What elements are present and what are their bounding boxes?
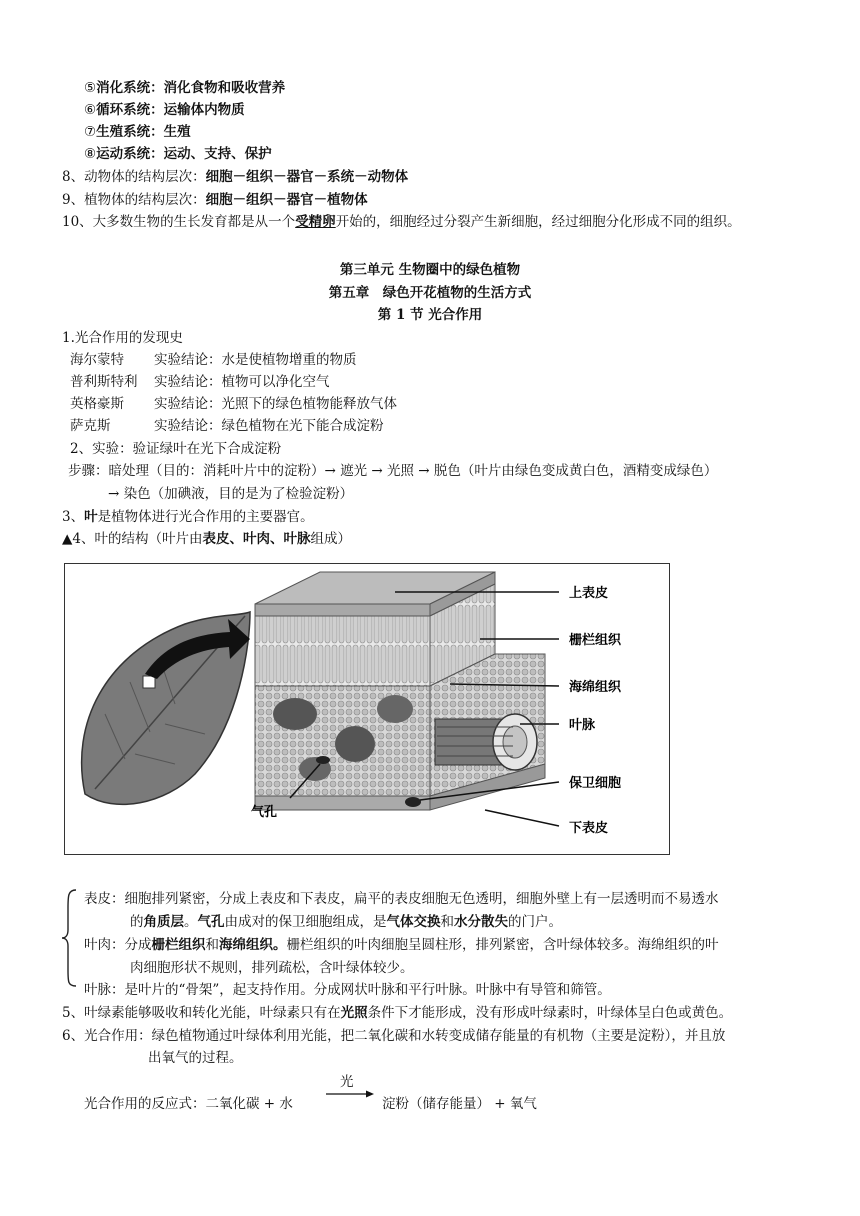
item-number: ⑧ <box>84 146 97 162</box>
item-leaf-organ <box>62 507 314 527</box>
bold-text: 水分散失 <box>454 914 508 930</box>
text: 。 <box>184 914 198 930</box>
item-photosynthesis-cont: 出氧气的过程。 <box>148 1050 243 1066</box>
label-vein: 叶脉 <box>569 717 596 732</box>
history-item <box>70 394 397 414</box>
text: 栅栏组织的叶肉细胞呈圆柱形，排列紧密，含叶绿体较多。海绵组织的叶 <box>286 937 719 953</box>
item-label: 生殖系统： <box>96 124 164 140</box>
history-item <box>70 350 357 370</box>
label-guard-cell: 保卫细胞 <box>569 775 622 790</box>
brace-icon <box>60 888 78 988</box>
item-text: 开始的，细胞经过分裂产生新细胞，经过细胞分化形成不同的组织。 <box>335 214 741 230</box>
leaf-block <box>255 572 545 810</box>
bold-text: 气体交换 <box>386 914 441 930</box>
conclusion: 实验结论：植物可以净化空气 <box>154 374 330 390</box>
text: 由成对的保卫细胞组成，是 <box>224 914 387 930</box>
item-text: 8、动物体的结构层次： <box>62 169 206 185</box>
list-item-reproductive <box>84 122 191 142</box>
history-item <box>70 372 330 392</box>
experiment-steps: 步骤：暗处理（目的：消耗叶片中的淀粉）→ 遮光 → 光照 → 脱色（叶片由绿色变成黄白色，酒精变成绿色） <box>68 463 718 479</box>
conclusion: 实验结论：光照下的绿色植物能释放气体 <box>154 396 397 412</box>
item-development <box>62 212 741 232</box>
text: 的 <box>130 914 144 930</box>
item-text: 生殖 <box>163 124 191 140</box>
list-item-circulatory <box>84 100 245 120</box>
bold-text: 气孔 <box>197 914 225 930</box>
item-plant-levels <box>62 190 368 210</box>
formula-condition: 光 <box>340 1074 354 1090</box>
item-label: 运动系统： <box>96 146 164 162</box>
item-bold: 细胞－组织－器官－系统－动物体 <box>205 169 409 185</box>
item-number: ⑥ <box>84 102 97 118</box>
formula-left: 光合作用的反应式：二氧化碳 + 水 <box>84 1096 293 1112</box>
item-text: 运输体内物质 <box>163 102 245 118</box>
label-upper-epidermis: 上表皮 <box>569 585 609 600</box>
item-bold: 表皮、叶肉、叶脉 <box>202 531 311 547</box>
item-leaf-structure <box>62 529 351 549</box>
text: 条件下才能形成，没有形成叶绿素时，叶绿体呈白色或黄色。 <box>367 1005 733 1021</box>
epidermis-desc-cont <box>130 912 562 932</box>
epidermis-desc: 表皮：细胞排列紧密，分成上表皮和下表皮，扁平的表皮细胞无色透明，细胞外壁上有一层透明而不易透水 <box>84 891 719 907</box>
item-bold: 受精卵 <box>295 214 336 230</box>
bold-text: 海绵组织。 <box>219 937 287 953</box>
item-text: 消化食物和吸收营养 <box>163 80 286 96</box>
history-item <box>70 416 384 436</box>
chapter-title: 第五章 绿色开花植物的生活方式 <box>328 285 532 301</box>
label-palisade: 栅栏组织 <box>569 632 622 647</box>
item-label: 消化系统： <box>96 80 164 96</box>
item-bold: 叶 <box>84 509 98 525</box>
list-item-digestive <box>84 78 285 98</box>
item-text: 9、植物体的结构层次： <box>62 192 206 208</box>
experiment-title: 2、实验：验证绿叶在光下合成淀粉 <box>70 441 282 457</box>
item-chlorophyll <box>62 1003 732 1023</box>
text: 5、叶绿素能够吸收和转化光能，叶绿素只有在 <box>62 1005 341 1021</box>
label-stoma: 气孔 <box>251 804 278 819</box>
bold-text: 栅栏组织 <box>151 937 206 953</box>
scientist-name: 萨克斯 <box>70 418 111 434</box>
item-number: ⑦ <box>84 124 97 140</box>
reaction-arrow-icon <box>326 1090 374 1098</box>
bold-text: 光照 <box>340 1005 368 1021</box>
item-bold: 细胞－组织－器官－植物体 <box>205 192 368 208</box>
item-text: ▲4、叶的结构（叶片由 <box>62 531 203 547</box>
bold-text: 角质层 <box>143 914 184 930</box>
item-animal-levels <box>62 167 408 187</box>
text: 的门户。 <box>508 914 562 930</box>
label-lower-epidermis: 下表皮 <box>569 820 609 835</box>
section-title: 第 1 节 光合作用 <box>377 307 483 323</box>
item-text: 3、 <box>62 509 85 525</box>
mesophyll-desc-cont: 肉细胞形状不规则，排列疏松，含叶绿体较少。 <box>130 960 414 976</box>
item-label: 循环系统： <box>96 102 164 118</box>
vein-desc: 叶脉：是叶片的“骨架”，起支持作用。分成网状叶脉和平行叶脉。叶脉中有导管和筛管。 <box>84 982 611 998</box>
conclusion: 实验结论：水是使植物增重的物质 <box>154 352 357 368</box>
mesophyll-desc <box>84 935 719 955</box>
history-title: 1.光合作用的发现史 <box>62 330 183 346</box>
item-text: 10、大多数生物的生长发育都是从一个 <box>62 214 296 230</box>
scientist-name: 普利斯特利 <box>70 374 138 390</box>
scientist-name: 海尔蒙特 <box>70 352 124 368</box>
text: 和 <box>440 914 454 930</box>
text: 叶肉：分成 <box>84 937 152 953</box>
leaf-cross-section-diagram <box>65 564 669 854</box>
item-number: ⑤ <box>84 80 97 96</box>
experiment-steps-cont: → 染色（加碘液，目的是为了检验淀粉） <box>108 486 354 502</box>
scientist-name: 英格豪斯 <box>70 396 124 412</box>
item-text: 组成） <box>310 531 351 547</box>
item-text: 运动、支持、保护 <box>163 146 272 162</box>
conclusion: 实验结论：绿色植物在光下能合成淀粉 <box>154 418 384 434</box>
text: 和 <box>205 937 219 953</box>
unit-title: 第三单元 生物圈中的绿色植物 <box>339 262 521 278</box>
vein-cylinder <box>435 714 537 770</box>
item-photosynthesis: 6、光合作用：绿色植物通过叶绿体利用光能，把二氧化碳和水转变成储存能量的有机物（主要是淀粉），并且放 <box>62 1028 726 1044</box>
item-text: 是植物体进行光合作用的主要器官。 <box>97 509 314 525</box>
leaf-structure-figure <box>64 563 670 855</box>
formula-right: 淀粉（储存能量） + 氧气 <box>382 1096 537 1112</box>
label-spongy: 海绵组织 <box>569 679 622 694</box>
list-item-motor <box>84 144 272 164</box>
